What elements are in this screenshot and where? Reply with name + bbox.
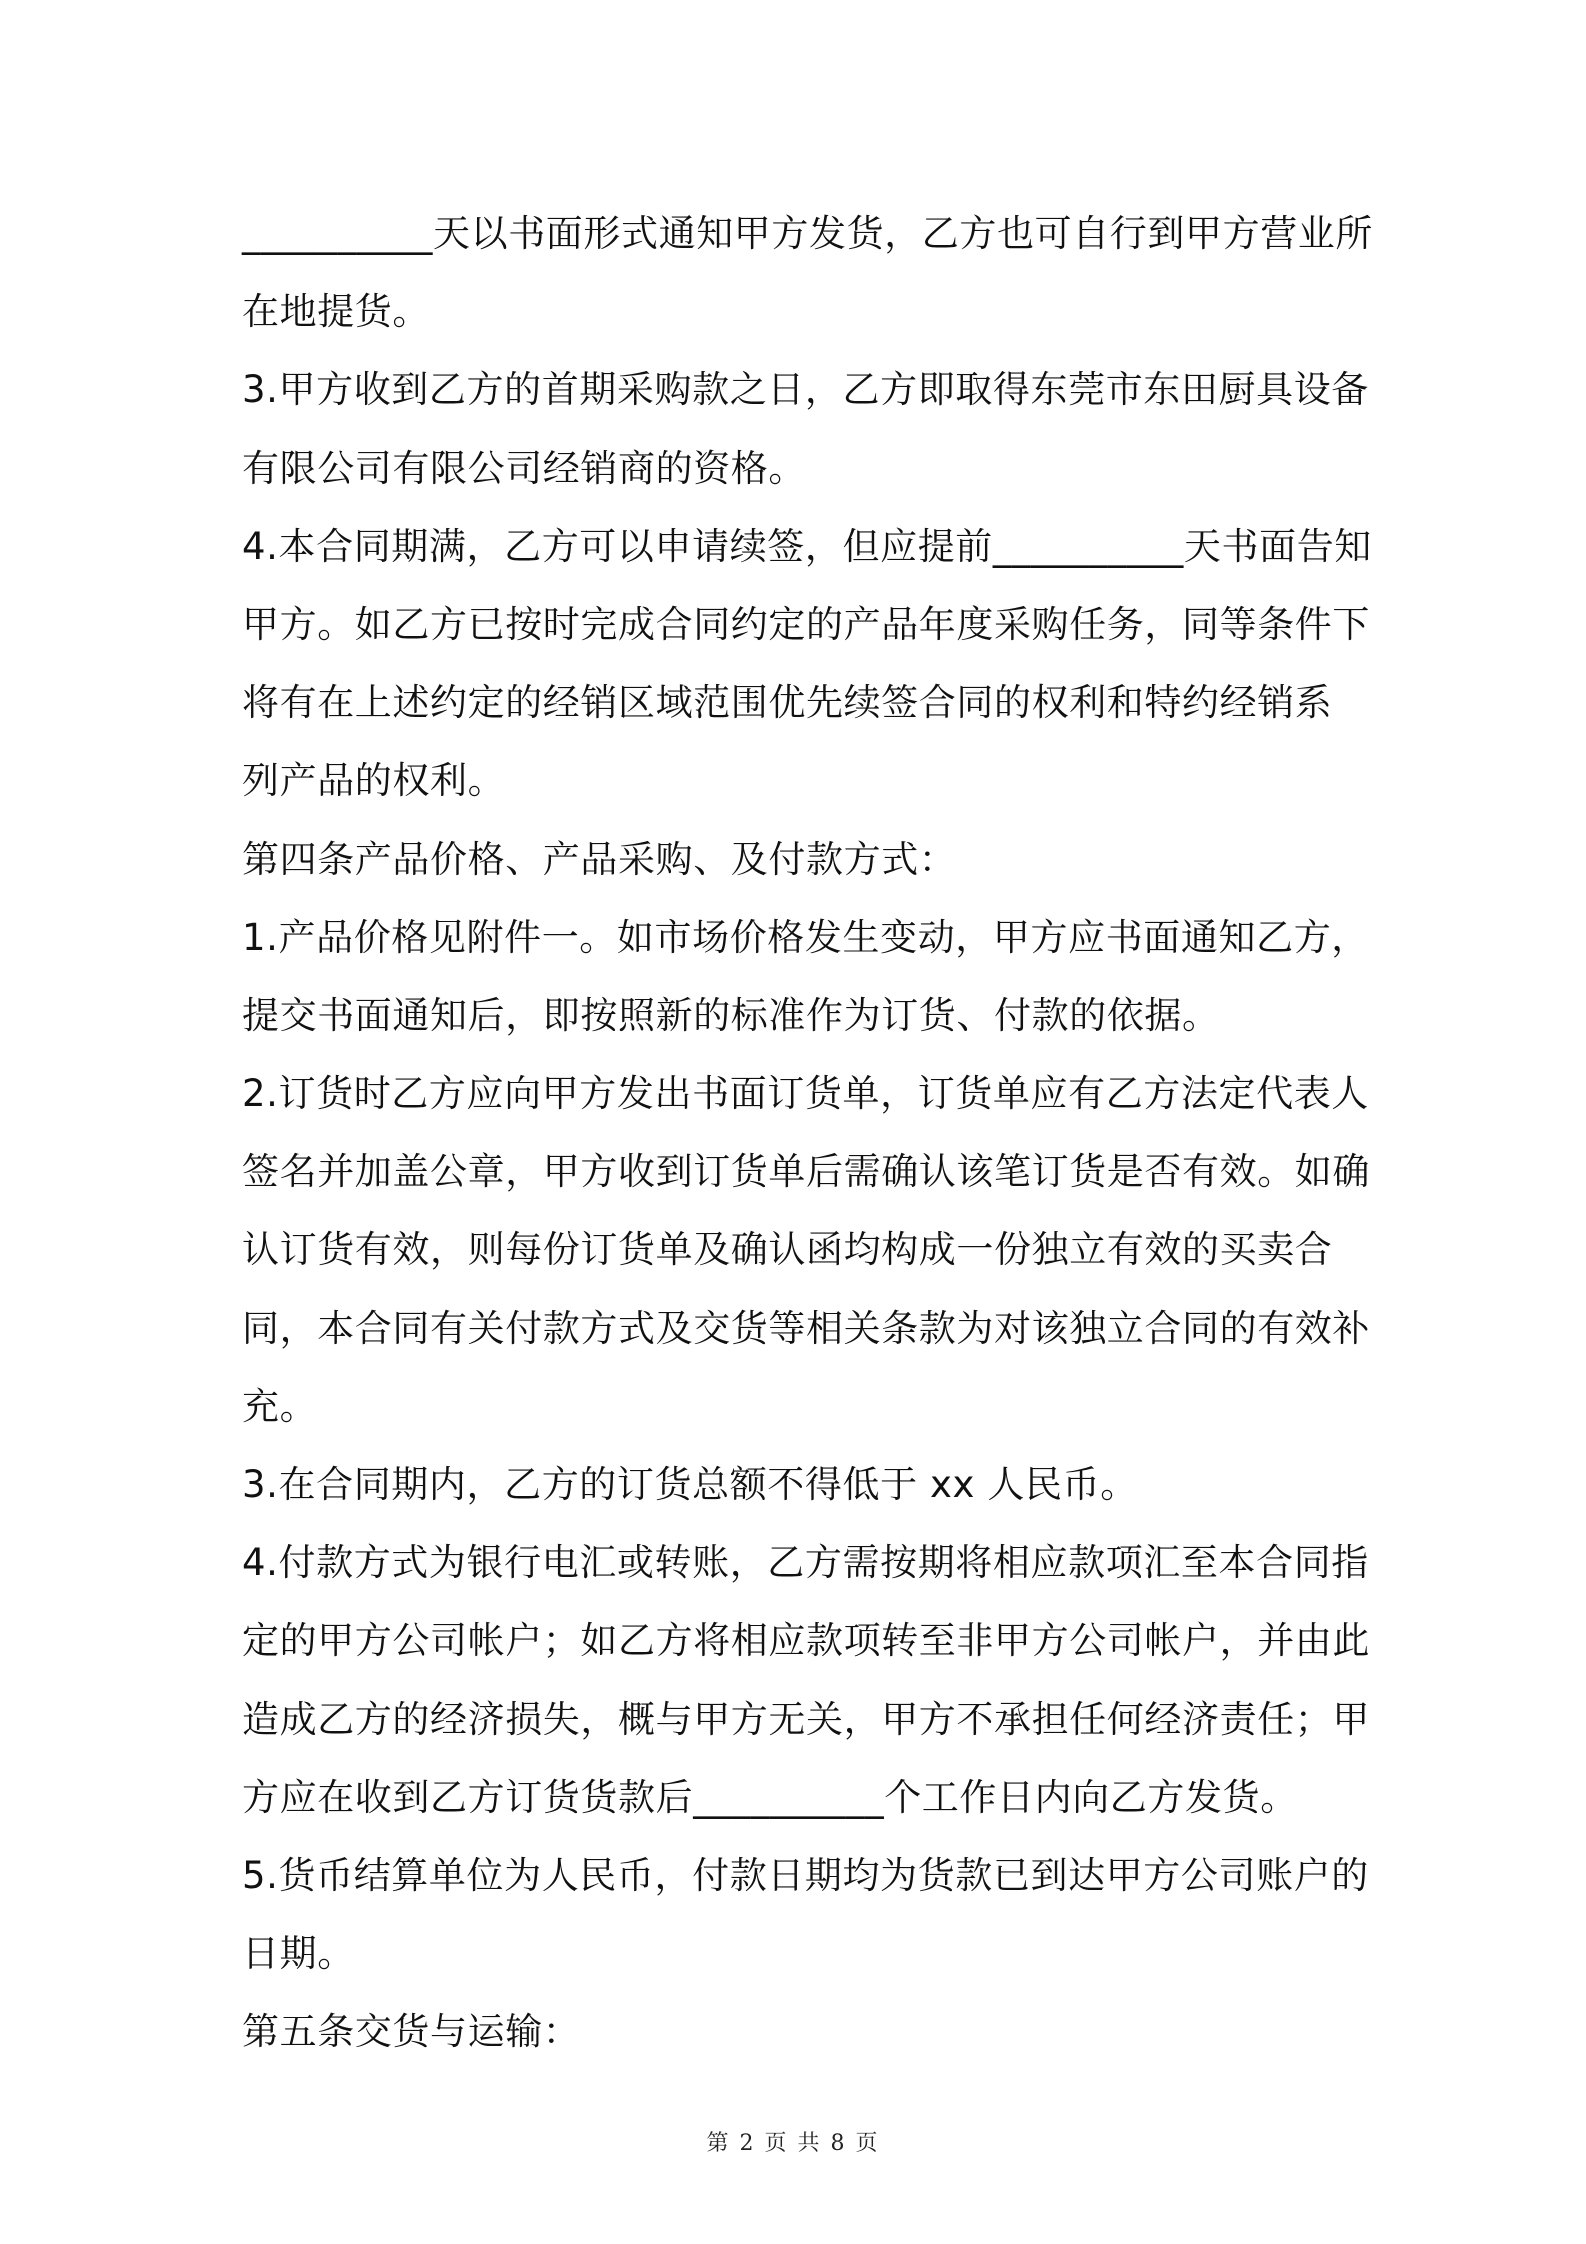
text-line: 4.本合同期满，乙方可以申请续签，但应提前__________天书面告知 xyxy=(242,524,1372,568)
text-line: 充。 xyxy=(242,1384,318,1428)
text-line: 将有在上述约定的经销区域范围优先续签合同的权利和特约经销系 xyxy=(242,681,1333,725)
text-line: 签名并加盖公章，甲方收到订货单后需确认该笔订货是否有效。如确 xyxy=(242,1150,1370,1194)
text-line: 在地提货。 xyxy=(242,290,430,334)
text-line: 2.订货时乙方应向甲方发出书面订货单，订货单应有乙方法定代表人 xyxy=(242,1072,1369,1116)
text-line: 1.产品价格见附件一。如市场价格发生变动，甲方应书面通知乙方， xyxy=(242,915,1369,959)
text-line: 定的甲方公司帐户；如乙方将相应款项转至非甲方公司帐户，并由此 xyxy=(242,1619,1370,1663)
text-line: 有限公司有限公司经销商的资格。 xyxy=(242,446,806,490)
text-line: 方应在收到乙方订货货款后__________个工作日内向乙方发货。 xyxy=(242,1775,1298,1819)
text-line: 5.货币结算单位为人民币，付款日期均为货款已到达甲方公司账户的 xyxy=(242,1853,1369,1897)
text-line: 认订货有效，则每份订货单及确认函均构成一份独立有效的买卖合 xyxy=(242,1228,1333,1272)
text-line: 甲方。如乙方已按时完成合同约定的产品年度采购任务，同等条件下 xyxy=(242,602,1370,646)
text-line: 4.付款方式为银行电汇或转账，乙方需按期将相应款项汇至本合同指 xyxy=(242,1541,1369,1585)
text-line: __________天以书面形式通知甲方发货，乙方也可自行到甲方营业所 xyxy=(242,212,1373,255)
document-body xyxy=(242,195,1373,2072)
text-line: 提交书面通知后，即按照新的标准作为订货、付款的依据。 xyxy=(242,993,1220,1037)
section-heading: 第四条产品价格、产品采购、及付款方式： xyxy=(242,837,957,881)
section-heading: 第五条交货与运输： xyxy=(242,2010,581,2054)
text-line: 造成乙方的经济损失，概与甲方无关，甲方不承担任何经济责任；甲 xyxy=(242,1697,1370,1741)
page-number-footer: 第 2 页 共 8 页 xyxy=(706,2131,880,2156)
text-line: 3.在合同期内，乙方的订货总额不得低于 xx 人民币。 xyxy=(242,1463,1138,1506)
text-line: 3.甲方收到乙方的首期采购款之日，乙方即取得东莞市东田厨具设备 xyxy=(242,368,1369,412)
text-line: 同，本合同有关付款方式及交货等相关条款为对该独立合同的有效补 xyxy=(242,1306,1370,1350)
text-line: 日期。 xyxy=(242,1932,355,1976)
text-line: 列产品的权利。 xyxy=(242,759,506,803)
